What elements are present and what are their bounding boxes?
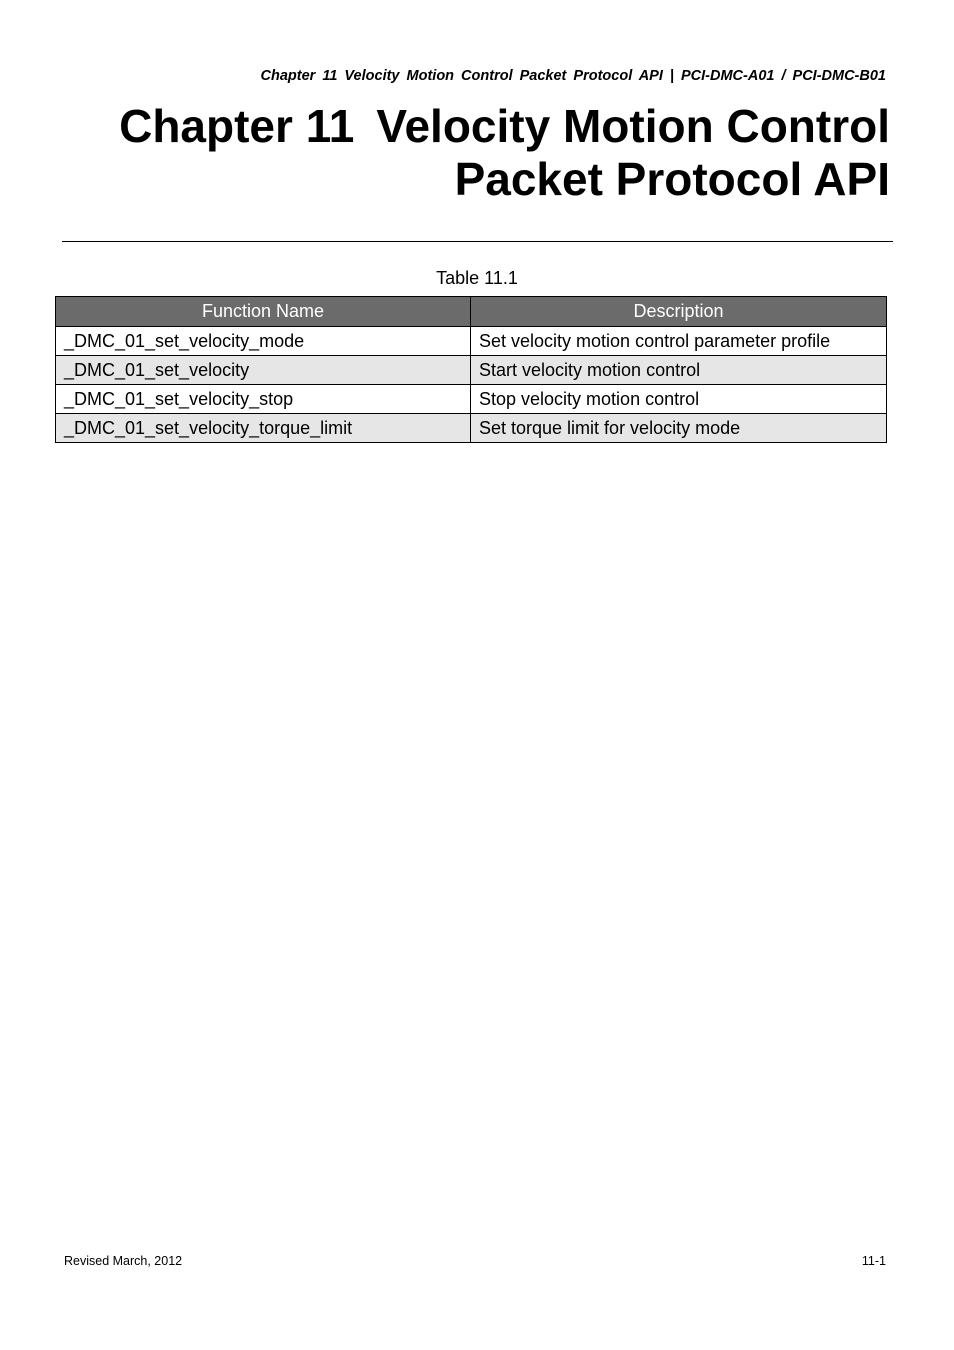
description-cell: Set velocity motion control parameter profile	[471, 327, 887, 356]
function-name-cell: _DMC_01_set_velocity_torque_limit	[56, 414, 471, 443]
description-cell: Start velocity motion control	[471, 356, 887, 385]
table-row	[56, 356, 887, 385]
description-cell: Stop velocity motion control	[471, 385, 887, 414]
chapter-number: Chapter 11	[119, 100, 355, 152]
column-header-function-name: Function Name	[56, 297, 471, 327]
function-name-cell: _DMC_01_set_velocity	[56, 356, 471, 385]
chapter-title-line2: Packet Protocol API	[454, 153, 890, 205]
table-header-row	[56, 297, 887, 327]
chapter-title	[119, 100, 890, 206]
title-divider	[62, 241, 893, 242]
table-row	[56, 414, 887, 443]
table-row	[56, 385, 887, 414]
column-header-description: Description	[471, 297, 887, 327]
description-cell: Set torque limit for velocity mode	[471, 414, 887, 443]
table-caption: Table 11.1	[436, 268, 518, 288]
table-row	[56, 327, 887, 356]
function-name-cell: _DMC_01_set_velocity_stop	[56, 385, 471, 414]
footer-revision: Revised March, 2012	[64, 1254, 183, 1268]
footer-page-number: 11-1	[861, 1254, 886, 1268]
function-table	[55, 296, 887, 443]
chapter-title-line1: Velocity Motion Control	[376, 100, 890, 152]
function-name-cell: _DMC_01_set_velocity_mode	[56, 327, 471, 356]
running-header: Chapter 11 Velocity Motion Control Packet Protocol API | PCI-DMC-A01 / PCI-DMC-B01	[260, 68, 886, 84]
